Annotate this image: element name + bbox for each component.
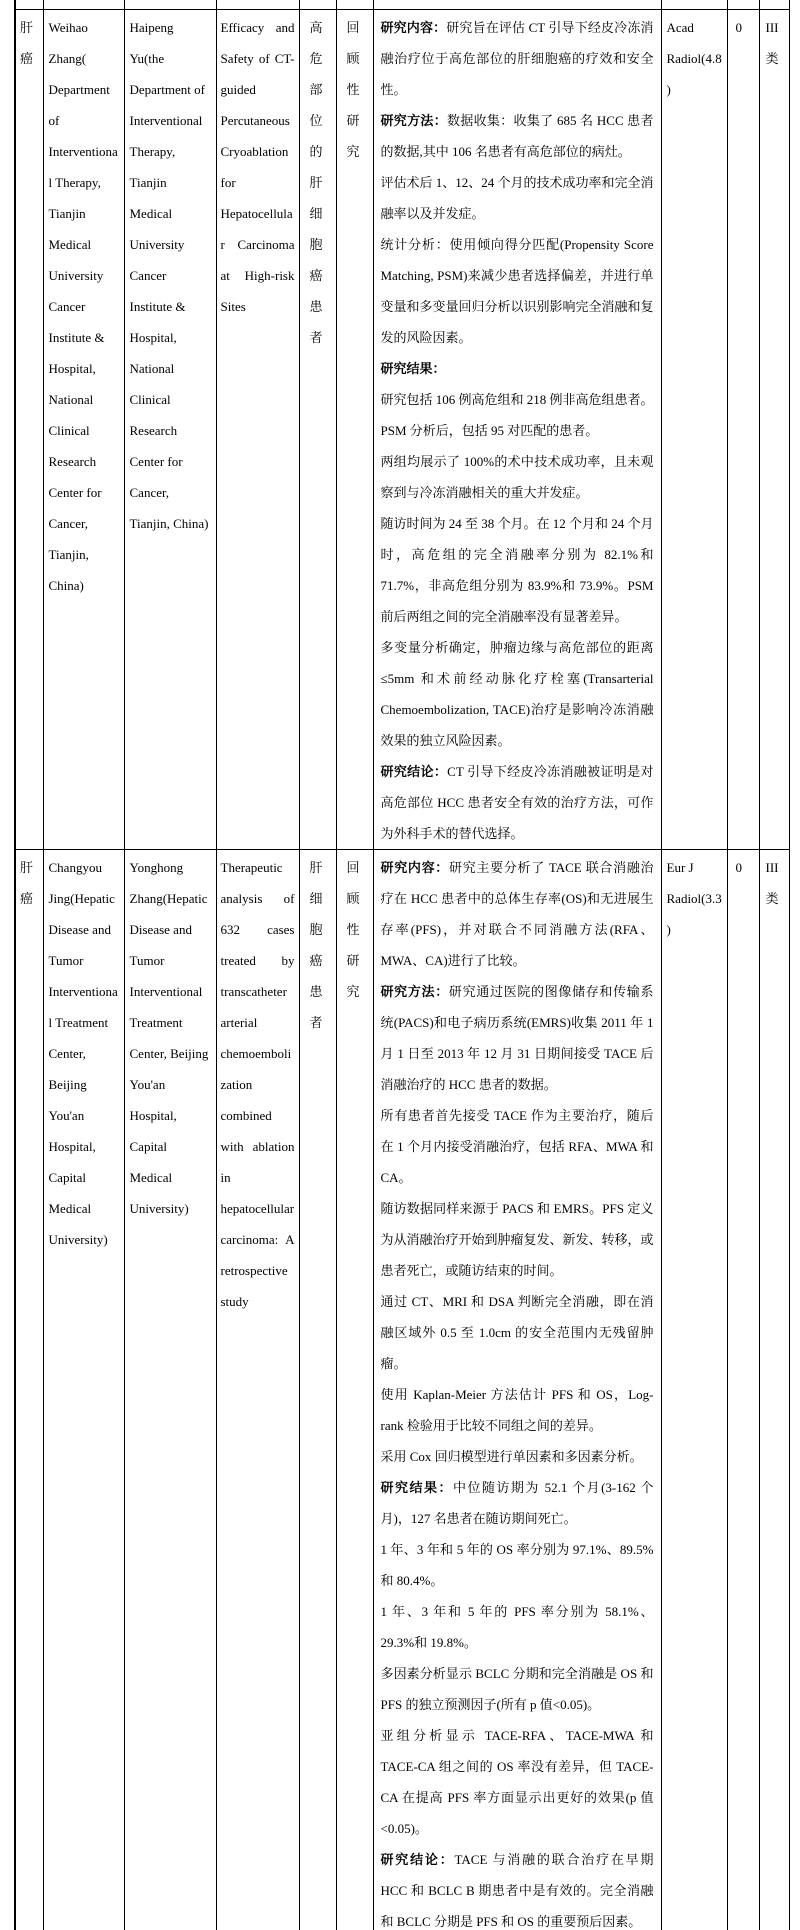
cell-patient-population: 高危部位的肝细胞癌患者 bbox=[299, 10, 336, 850]
cell-study-title: Therapeutic analysis of 632 cases treated by transcatheter arterial chemoembolization combined with ablation in hepatocellular carcinoma: A retrospective study bbox=[216, 850, 299, 1930]
stub-cell bbox=[727, 0, 759, 10]
cell-study-type: 回顾性研究 bbox=[336, 10, 373, 850]
cell-cancer-type: 肝癌 bbox=[15, 850, 43, 1930]
cell-journal: Eur J Radiol(3.3) bbox=[661, 850, 727, 1930]
cell-score: 0 bbox=[727, 10, 759, 850]
stub-cell bbox=[216, 0, 299, 10]
stub-cell bbox=[336, 0, 373, 10]
table-row bbox=[15, 10, 789, 850]
cell-journal: Acad Radiol(4.8) bbox=[661, 10, 727, 850]
stub-cell bbox=[759, 0, 789, 10]
stub-cell bbox=[299, 0, 336, 10]
studies-table bbox=[14, 0, 790, 1930]
table-row bbox=[15, 850, 789, 1930]
cell-study-details: 研究内容：研究主要分析了 TACE 联合消融治疗在 HCC 患者中的总体生存率(OS)和无进展生存率(PFS)，并对联合不同消融方法(RFA、MWA、CA)进行了比较。 研究方法：研究通过医院的图像储存和传输系统(PACS)和电子病历系统(EMRS)收集 2011 年 1 月 1 日至 2013 年 12 月 31 日期间接受 TACE 后消融治疗的 HCC 患者的数据。 所有患者首先接受 TACE 作为主要治疗，随后在 1 个月内接受消融治疗，包括 RFA、MWA 和 CA。 随访数据同样来源于 PACS 和 EMRS。PFS 定义为从消融治疗开始到肿瘤复发、新发、转移，或患者死亡，或随访结束的时间。 通过 CT、MRI 和 DSA 判断完全消融，即在消融区域外 0.5 至 1.0cm 的安全范围内无残留肿瘤。 使用 Kaplan-Meier 方法估计 PFS 和 OS，Log-rank 检验用于比较不同组之间的差异。 采用 Cox 回归模型进行单因素和多因素分析。 研究结果：中位随访期为 52.1 个月(3-162 个月)，127 名患者在随访期间死亡。 1 年、3 年和 5 年的 OS 率分别为 97.1%、89.5%和 80.4%。 1 年、3 年和 5 年的 PFS 率分别为 58.1%、29.3%和 19.8%。 多因素分析显示 BCLC 分期和完全消融是 OS 和 PFS 的独立预测因子(所有 p 值<0.05)。 亚组分析显示 TACE-RFA、TACE-MWA 和 TACE-CA 组之间的 OS 率没有差异，但 TACE-CA 在提高 PFS 率方面显示出更好的效果(p 值<0.05)。 研究结论：TACE 与消融的联合治疗在早期 HCC 和 BCLC B 期患者中是有效的。完全消融和 BCLC 分期是 PFS 和 OS 的重要预后因素。 bbox=[373, 850, 661, 1930]
stub-cell bbox=[661, 0, 727, 10]
cell-score: 0 bbox=[727, 850, 759, 1930]
cell-study-details: 研究内容：研究旨在评估 CT 引导下经皮冷冻消融治疗位于高危部位的肝细胞癌的疗效和安全性。 研究方法：数据收集：收集了 685 名 HCC 患者的数据,其中 106 名患者有高危部位的病灶。 评估术后 1、12、24 个月的技术成功率和完全消融率以及并发症。 统计分析：使用倾向得分匹配(Propensity Score Matching, PSM)来减少患者选择偏差，并进行单变量和多变量回归分析以识别影响完全消融和复发的风险因素。 研究结果： 研究包括 106 例高危组和 218 例非高危组患者。PSM 分析后，包括 95 对匹配的患者。 两组均展示了 100%的术中技术成功率，且未观察到与冷冻消融相关的重大并发症。 随访时间为 24 至 38 个月。在 12 个月和 24 个月时，高危组的完全消融率分别为 82.1%和 71.7%，非高危组分别为 83.9%和 73.9%。PSM 前后两组之间的完全消融率没有显著差异。 多变量分析确定，肿瘤边缘与高危部位的距离≤5mm 和术前经动脉化疗栓塞(Transarterial Chemoembolization, TACE)治疗是影响冷冻消融效果的独立风险因素。 研究结论：CT 引导下经皮冷冻消融被证明是对高危部位 HCC 患者安全有效的治疗方法，可作为外科手术的替代选择。 bbox=[373, 10, 661, 850]
cell-grade: III 类 bbox=[759, 850, 789, 1930]
stub-cell bbox=[43, 0, 124, 10]
cell-cancer-type: 肝癌 bbox=[15, 10, 43, 850]
stub-cell bbox=[15, 0, 43, 10]
cell-corresponding-author: Yonghong Zhang(Hepatic Disease and Tumor Interventional Treatment Center, Beijing You'an Hospital, Capital Medical University) bbox=[124, 850, 216, 1930]
cell-grade: III 类 bbox=[759, 10, 789, 850]
cell-first-author: Weihao Zhang( Department of Interventional Therapy, Tianjin Medical University Cancer Institute & Hospital, National Clinical Research Center for Cancer, Tianjin, China) bbox=[43, 10, 124, 850]
cell-patient-population: 肝细胞癌患者 bbox=[299, 850, 336, 1930]
cell-study-title: Efficacy and Safety of CT-guided Percutaneous Cryoablation for Hepatocellular Carcinoma at High-risk Sites bbox=[216, 10, 299, 850]
cell-study-type: 回顾性研究 bbox=[336, 850, 373, 1930]
cell-first-author: Changyou Jing(Hepatic Disease and Tumor Interventional Treatment Center, Beijing You'an Hospital, Capital Medical University) bbox=[43, 850, 124, 1930]
stub-cell bbox=[373, 0, 661, 10]
stub-cell bbox=[124, 0, 216, 10]
table-continuation-stub bbox=[15, 0, 789, 10]
cell-corresponding-author: Haipeng Yu(the Department of Interventional Therapy, Tianjin Medical University Cancer Institute & Hospital, National Clinical Research Center for Cancer, Tianjin, China) bbox=[124, 10, 216, 850]
